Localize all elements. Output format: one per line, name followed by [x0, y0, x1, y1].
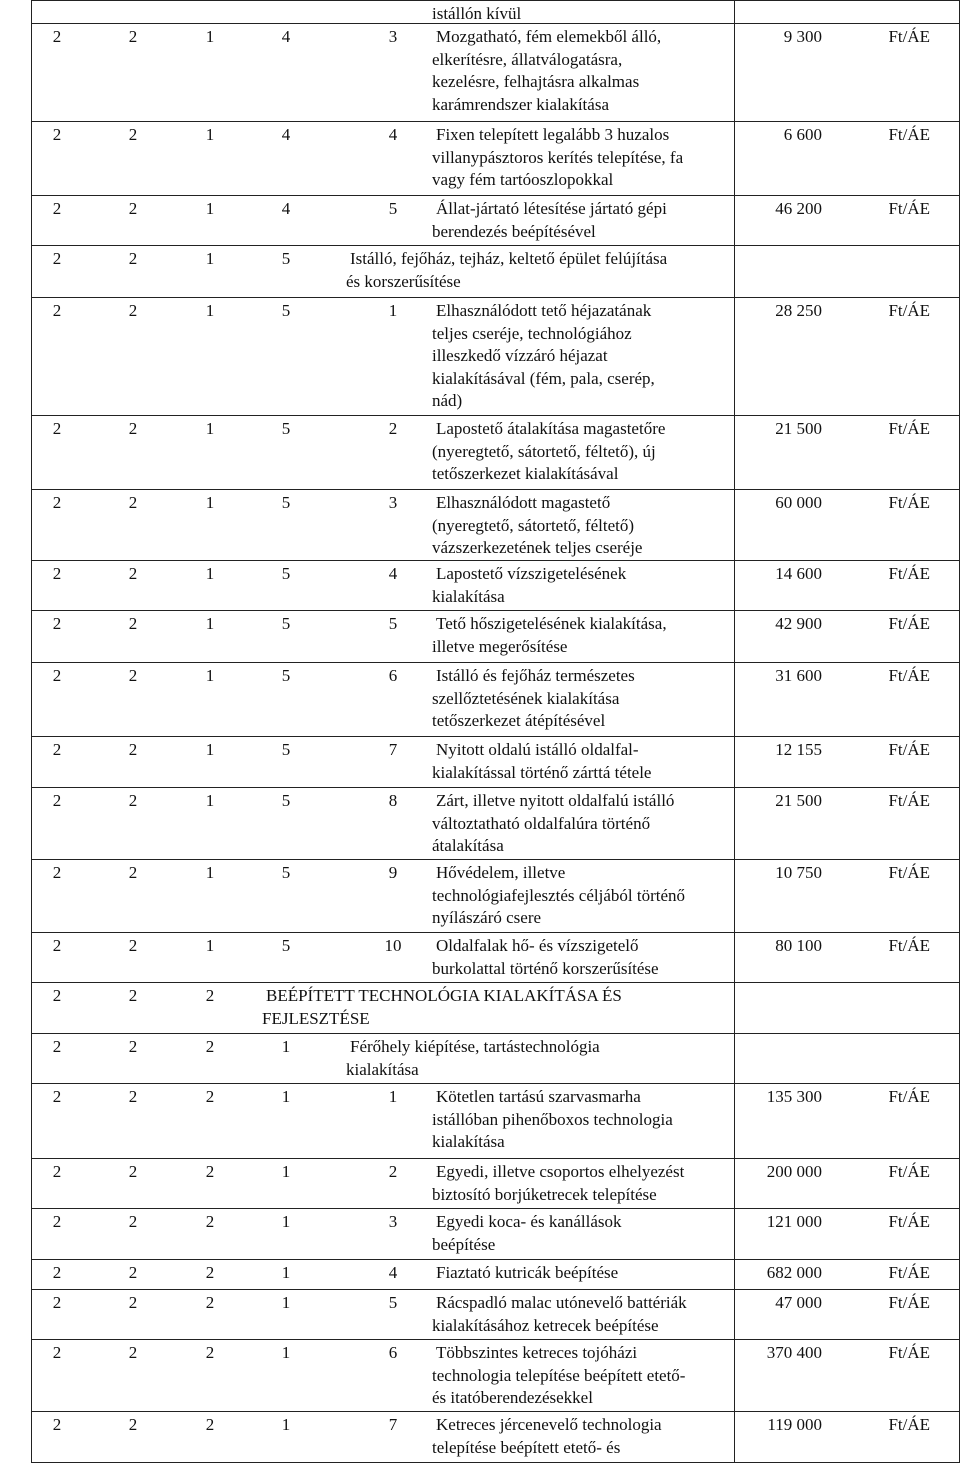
description-line: Elhasználódott tető héjazatának: [436, 301, 652, 320]
code-digit: 2: [128, 791, 138, 810]
row-rule: [32, 1033, 960, 1034]
code-digit: 1: [281, 1343, 291, 1362]
code-digit: 2: [52, 986, 62, 1005]
code-digit: 2: [128, 301, 138, 320]
code-digit: 2: [128, 564, 138, 583]
table-column-rule: [31, 0, 32, 1463]
code-digit: 6: [388, 1343, 398, 1362]
row-rule: [32, 1083, 960, 1084]
code-digit: 3: [388, 1212, 398, 1231]
code-digit: 4: [281, 199, 291, 218]
code-digit: 2: [52, 301, 62, 320]
description-line: Tető hőszigetelésének kialakítása,: [436, 614, 667, 633]
code-digit: 2: [128, 419, 138, 438]
amount-value: 135 300: [766, 1087, 822, 1106]
code-digit: 2: [52, 1162, 62, 1181]
amount-value: 46 200: [775, 199, 822, 218]
code-digit: 2: [52, 125, 62, 144]
row-rule: [32, 1158, 960, 1159]
code-digit: 2: [205, 986, 215, 1005]
amount-value: 21 500: [775, 791, 822, 810]
amount-value: 21 500: [775, 419, 822, 438]
amount-unit: Ft/ÁE: [888, 1162, 930, 1181]
code-digit: 1: [281, 1037, 291, 1056]
code-digit: 2: [128, 199, 138, 218]
code-digit: 1: [205, 249, 215, 268]
row-rule: [32, 1259, 960, 1260]
code-digit: 2: [205, 1263, 215, 1282]
description-line: Kötetlen tartású szarvasmarha: [436, 1087, 641, 1106]
description-line: Többszintes ketreces tojóházi: [436, 1343, 638, 1362]
code-digit: 2: [128, 27, 138, 46]
description-line: Zárt, illetve nyitott oldalfalú istálló: [436, 791, 675, 810]
code-digit: 1: [205, 125, 215, 144]
code-digit: 2: [52, 1293, 62, 1312]
code-digit: 2: [52, 1037, 62, 1056]
code-digit: 5: [281, 493, 291, 512]
row-rule: [32, 610, 960, 611]
code-digit: 2: [388, 419, 398, 438]
row-rule: [32, 982, 960, 983]
amount-value: 121 000: [766, 1212, 822, 1231]
code-digit: 2: [128, 936, 138, 955]
description-line: vagy fém tartóoszlopokkal: [432, 170, 614, 189]
code-digit: 2: [205, 1415, 215, 1434]
description-line: istállóban pihenőboxos technologia: [432, 1109, 673, 1129]
row-rule: [32, 489, 960, 490]
amount-value: 119 000: [767, 1415, 822, 1434]
description-line: Állat-jártató létesítése jártató gépi: [436, 199, 667, 218]
code-digit: 2: [205, 1293, 215, 1312]
description-line: Nyitott oldalú istálló oldalfal-: [436, 740, 639, 759]
code-digit: 5: [281, 791, 291, 810]
amount-value: 14 600: [775, 564, 822, 583]
code-digit: 2: [52, 493, 62, 512]
code-digit: 4: [388, 564, 398, 583]
amount-unit: Ft/ÁE: [888, 1087, 930, 1106]
code-digit: 5: [281, 301, 291, 320]
description-line: kialakításával (fém, pala, cserép,: [432, 368, 655, 388]
code-digit: 9: [388, 863, 398, 882]
amount-value: 47 000: [775, 1293, 822, 1312]
description-line: Rácspadló malac utónevelő battériák: [436, 1293, 687, 1312]
description-line: Lapostető átalakítása magastetőre: [436, 419, 666, 438]
code-digit: 1: [205, 199, 215, 218]
code-digit: 2: [128, 614, 138, 633]
code-digit: 2: [52, 666, 62, 685]
code-digit: 2: [52, 791, 62, 810]
description-line: szellőztetésének kialakítása: [432, 688, 620, 708]
code-digit: 1: [281, 1415, 291, 1434]
code-digit: 1: [205, 791, 215, 810]
code-digit: 2: [205, 1087, 215, 1106]
amount-unit: Ft/ÁE: [888, 125, 930, 144]
amount-value: 60 000: [775, 493, 822, 512]
amount-value: 31 600: [775, 666, 822, 685]
code-digit: 1: [205, 936, 215, 955]
code-digit: 2: [128, 493, 138, 512]
amount-unit: Ft/ÁE: [888, 1415, 930, 1434]
code-digit: 3: [388, 27, 398, 46]
code-digit: 5: [281, 564, 291, 583]
code-digit: 2: [52, 614, 62, 633]
code-digit: 1: [205, 564, 215, 583]
description-line: és korszerűsítése: [346, 271, 461, 291]
code-digit: 1: [281, 1293, 291, 1312]
table-top-rule: [32, 0, 960, 1]
code-digit: 2: [205, 1162, 215, 1181]
code-digit: 4: [281, 125, 291, 144]
amount-unit: Ft/ÁE: [888, 301, 930, 320]
code-digit: 2: [52, 1212, 62, 1231]
code-digit: 2: [388, 1162, 398, 1181]
description-line: Elhasználódott magastető: [436, 493, 611, 512]
description-line: telepítése beépített etető- és: [432, 1437, 621, 1457]
code-digit: 1: [205, 614, 215, 633]
amount-value: 200 000: [766, 1162, 822, 1181]
code-digit: 1: [205, 301, 215, 320]
code-digit: 1: [205, 419, 215, 438]
code-digit: 1: [281, 1087, 291, 1106]
code-digit: 5: [281, 249, 291, 268]
code-digit: 5: [388, 199, 398, 218]
amount-unit: Ft/ÁE: [888, 614, 930, 633]
code-digit: 5: [388, 1293, 398, 1312]
code-digit: 5: [281, 614, 291, 633]
description-line: illetve megerősítése: [432, 636, 568, 656]
description-line: változtatható oldalfalúra történő: [432, 813, 651, 833]
amount-unit: Ft/ÁE: [888, 564, 930, 583]
row-rule: [32, 195, 960, 196]
amount-unit: Ft/ÁE: [888, 936, 930, 955]
code-digit: 5: [281, 666, 291, 685]
description-line: kialakítása: [432, 1132, 505, 1151]
description-line: nyílászáró csere: [432, 908, 542, 927]
row-rule: [32, 859, 960, 860]
row-rule: [32, 932, 960, 933]
code-digit: 1: [205, 666, 215, 685]
amount-value: 12 155: [775, 740, 822, 759]
code-digit: 2: [128, 249, 138, 268]
amount-unit: Ft/ÁE: [888, 863, 930, 882]
code-digit: 1: [205, 27, 215, 46]
description-line: elkerítésre, állatválogatásra,: [432, 49, 623, 69]
row-rule: [32, 1208, 960, 1209]
code-digit: 7: [388, 740, 398, 759]
amount-value: 28 250: [775, 301, 822, 320]
description-line: teljes cseréje, technológiához: [432, 323, 632, 343]
description-line: technologia telepítése beépített etető-: [432, 1365, 686, 1385]
code-digit: 5: [388, 614, 398, 633]
description-line: karámrendszer kialakítása: [432, 94, 609, 114]
code-digit: 5: [281, 863, 291, 882]
description-line: átalakítása: [432, 836, 504, 855]
code-digit: 2: [128, 1415, 138, 1434]
code-digit: 1: [205, 740, 215, 759]
description-line: Férőhely kiépítése, tartástechnológia: [350, 1037, 600, 1056]
description-line: vázszerkezetének teljes cseréje: [432, 538, 643, 557]
code-digit: 2: [128, 1263, 138, 1282]
code-digit: 1: [205, 863, 215, 882]
description-line: BEÉPÍTETT TECHNOLÓGIA KIALAKÍTÁSA ÉS: [266, 986, 622, 1005]
code-digit: 2: [128, 1343, 138, 1362]
code-digit: 1: [281, 1212, 291, 1231]
amount-value: 80 100: [775, 936, 822, 955]
code-digit: 2: [128, 863, 138, 882]
description-line: beépítése: [432, 1234, 496, 1254]
code-digit: 5: [281, 419, 291, 438]
description-line: villanypásztoros kerítés telepítése, fa: [432, 147, 684, 167]
code-digit: 2: [205, 1037, 215, 1056]
description-line: Egyedi, illetve csoportos elhelyezést: [436, 1162, 685, 1181]
code-digit: 2: [52, 936, 62, 955]
row-rule: [32, 662, 960, 663]
amount-unit: Ft/ÁE: [888, 419, 930, 438]
description-line: (nyeregtető, sátortető, féltető): [432, 515, 635, 535]
amount-unit: Ft/ÁE: [888, 1343, 930, 1362]
row-rule: [32, 297, 960, 298]
row-rule: [32, 23, 960, 24]
amount-value: 6 600: [783, 125, 822, 144]
row-rule: [32, 121, 960, 122]
amount-unit: Ft/ÁE: [888, 493, 930, 512]
description-line: Istálló, fejőház, tejház, keltető épület felújítása: [350, 249, 668, 268]
row-rule: [32, 736, 960, 737]
description-line: berendezés beépítésével: [432, 221, 596, 241]
row-rule: [32, 560, 960, 561]
description-line: kezelésre, felhajtásra alkalmas: [432, 72, 640, 91]
description-line: technológiafejlesztés céljából történő: [432, 885, 686, 905]
description-line: Oldalfalak hő- és vízszigetelő: [436, 936, 639, 955]
code-digit: 6: [388, 666, 398, 685]
code-digit: 4: [281, 27, 291, 46]
amount-value: 370 400: [766, 1343, 822, 1362]
description-line: kialakításához ketrecek beépítése: [432, 1315, 659, 1335]
description-line: tetőszerkezet kialakításával: [432, 464, 619, 483]
code-digit: 2: [128, 1162, 138, 1181]
row-rule: [32, 1289, 960, 1290]
code-digit: 1: [281, 1263, 291, 1282]
description-line: Mozgatható, fém elemekből álló,: [436, 27, 662, 46]
description-line: burkolattal történő korszerűsítése: [432, 958, 659, 978]
description-line: Fixen telepített legalább 3 huzalos: [436, 125, 670, 144]
code-digit: 2: [52, 249, 62, 268]
row-rule: [32, 1339, 960, 1340]
amount-unit: Ft/ÁE: [888, 1212, 930, 1231]
code-digit: 2: [128, 740, 138, 759]
description-line: és itatóberendezésekkel: [432, 1388, 593, 1407]
code-digit: 2: [128, 986, 138, 1005]
code-digit: 2: [128, 125, 138, 144]
code-digit: 2: [52, 199, 62, 218]
code-digit: 8: [388, 791, 398, 810]
description-line: kialakítása: [346, 1059, 419, 1079]
description-line: FEJLESZTÉSE: [262, 1008, 370, 1028]
code-digit: 2: [52, 27, 62, 46]
code-digit: 5: [281, 740, 291, 759]
description-line: Fiaztató kutricák beépítése: [436, 1263, 619, 1282]
description-line: kialakítással történő zárttá tétele: [432, 762, 652, 782]
row-rule: [32, 1411, 960, 1412]
code-digit: 1: [388, 301, 398, 320]
description-line: Ketreces jércenevelő technologia: [436, 1415, 662, 1434]
code-digit: 1: [205, 493, 215, 512]
code-digit: 1: [388, 1087, 398, 1106]
code-digit: 2: [52, 419, 62, 438]
top-fragment: istállón kívül: [432, 4, 522, 23]
amount-unit: Ft/ÁE: [888, 1293, 930, 1312]
code-digit: 4: [388, 1263, 398, 1282]
code-digit: 2: [205, 1343, 215, 1362]
description-line: illeszkedő vízzáró héjazat: [432, 346, 608, 365]
code-digit: 2: [52, 863, 62, 882]
code-digit: 2: [52, 740, 62, 759]
code-digit: 2: [52, 564, 62, 583]
code-digit: 2: [128, 1037, 138, 1056]
code-digit: 4: [388, 125, 398, 144]
description-line: (nyeregtető, sátortető, féltető), új: [432, 441, 656, 461]
amount-value: 9 300: [783, 27, 822, 46]
amount-value: 682 000: [766, 1263, 822, 1282]
description-line: Lapostető vízszigetelésének: [436, 564, 627, 583]
code-digit: 2: [52, 1263, 62, 1282]
row-rule: [32, 415, 960, 416]
description-line: Hővédelem, illetve: [436, 863, 566, 882]
amount-value: 10 750: [775, 863, 822, 882]
code-digit: 2: [52, 1343, 62, 1362]
code-digit: 2: [52, 1415, 62, 1434]
code-digit: 3: [388, 493, 398, 512]
code-digit: 2: [128, 1087, 138, 1106]
amount-unit: Ft/ÁE: [888, 666, 930, 685]
description-line: Egyedi koca- és kanállások: [436, 1212, 622, 1231]
code-digit: 5: [281, 936, 291, 955]
row-rule: [32, 787, 960, 788]
amount-unit: Ft/ÁE: [888, 791, 930, 810]
code-digit: 2: [128, 1293, 138, 1312]
amount-unit: Ft/ÁE: [888, 27, 930, 46]
amount-unit: Ft/ÁE: [888, 740, 930, 759]
code-digit: 2: [128, 666, 138, 685]
amount-unit: Ft/ÁE: [888, 199, 930, 218]
amount-unit: Ft/ÁE: [888, 1263, 930, 1282]
code-digit: 7: [388, 1415, 398, 1434]
code-digit: 10: [384, 936, 402, 955]
code-digit: 2: [52, 1087, 62, 1106]
amount-value: 42 900: [775, 614, 822, 633]
code-digit: 1: [281, 1162, 291, 1181]
code-digit: 2: [128, 1212, 138, 1231]
description-line: kialakítása: [432, 586, 505, 606]
description-line: Istálló és fejőház természetes: [436, 666, 635, 685]
description-line: nád): [432, 391, 463, 410]
row-rule: [32, 245, 960, 246]
description-line: biztosító borjúketrecek telepítése: [432, 1184, 657, 1204]
description-line: tetőszerkezet átépítésével: [432, 711, 606, 730]
code-digit: 2: [205, 1212, 215, 1231]
